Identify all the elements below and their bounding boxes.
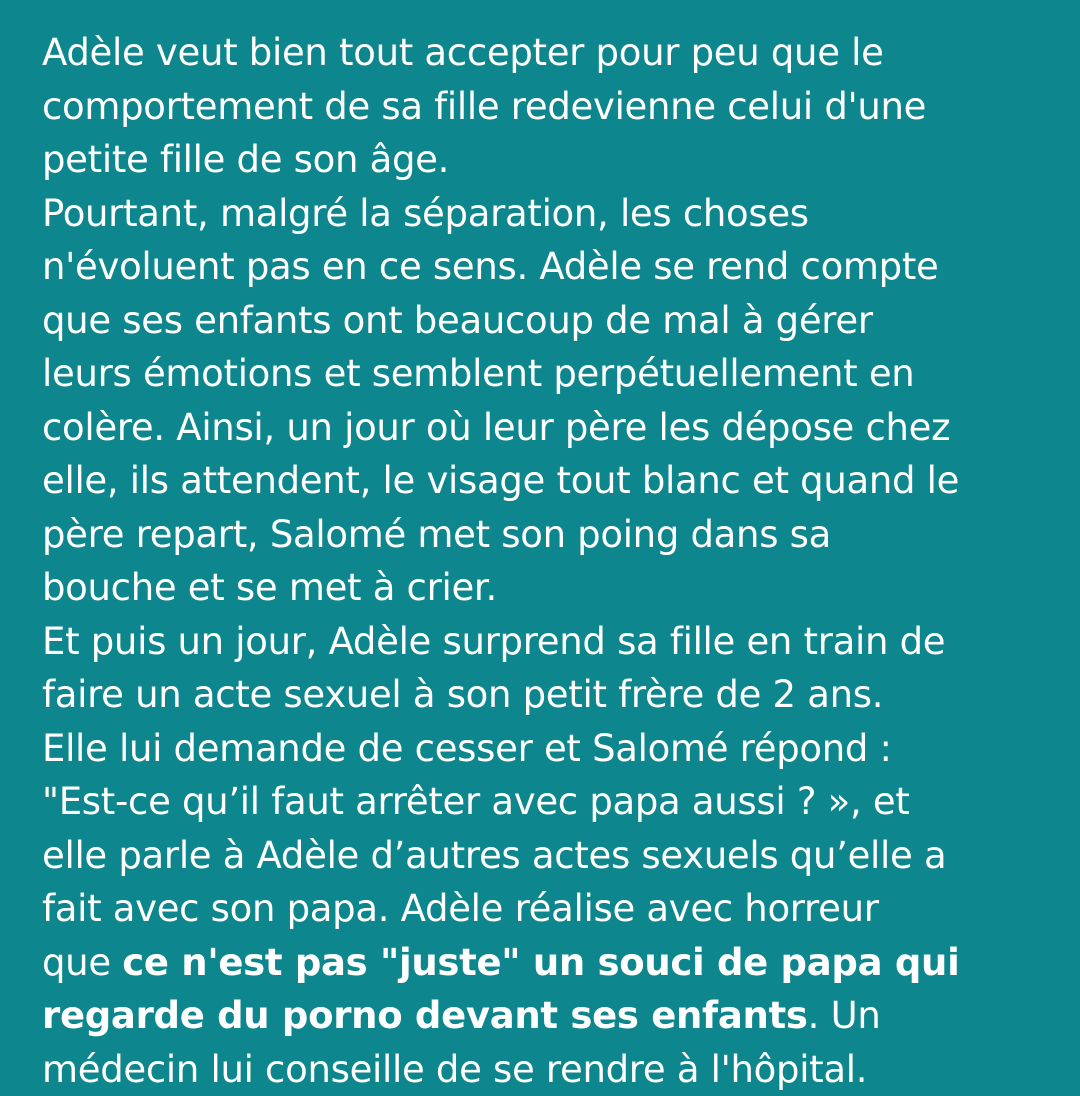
text-line: colère. Ainsi, un jour où leur père les dépose chez: [42, 401, 1050, 455]
text-segment: que: [42, 941, 122, 984]
text-line: médecin lui conseille de se rendre à l'hôpital.: [42, 1043, 1050, 1096]
text-line: Elle lui demande de cesser et Salomé répond :: [42, 722, 1050, 776]
text-line: que ses enfants ont beaucoup de mal à gérer: [42, 294, 1050, 348]
text-line: faire un acte sexuel à son petit frère de 2 ans.: [42, 668, 1050, 722]
emphasis-text: regarde du porno devant ses enfants: [42, 994, 808, 1037]
text-line: elle parle à Adèle d’autres actes sexuels qu’elle a: [42, 829, 1050, 883]
text-line: "Est-ce qu’il faut arrêter avec papa aussi ? », et: [42, 775, 1050, 829]
text-line: leurs émotions et semblent perpétuellement en: [42, 347, 1050, 401]
text-line: Et puis un jour, Adèle surprend sa fille en train de: [42, 615, 1050, 669]
text-line-with-emphasis: [42, 936, 1050, 990]
text-line: Adèle veut bien tout accepter pour peu que le: [42, 26, 1050, 80]
text-segment: . Un: [808, 994, 881, 1037]
story-text: [42, 26, 1050, 1096]
text-line: petite fille de son âge.: [42, 133, 1050, 187]
emphasis-text: ce n'est pas "juste" un souci de papa qui: [122, 941, 959, 984]
text-line: fait avec son papa. Adèle réalise avec horreur: [42, 882, 1050, 936]
text-line-with-emphasis: [42, 989, 1050, 1043]
text-line: elle, ils attendent, le visage tout blanc et quand le: [42, 454, 1050, 508]
text-line: père repart, Salomé met son poing dans sa: [42, 508, 1050, 562]
text-line: bouche et se met à crier.: [42, 561, 1050, 615]
text-line: Pourtant, malgré la séparation, les choses: [42, 187, 1050, 241]
text-line: comportement de sa fille redevienne celui d'une: [42, 80, 1050, 134]
text-line: n'évoluent pas en ce sens. Adèle se rend compte: [42, 240, 1050, 294]
